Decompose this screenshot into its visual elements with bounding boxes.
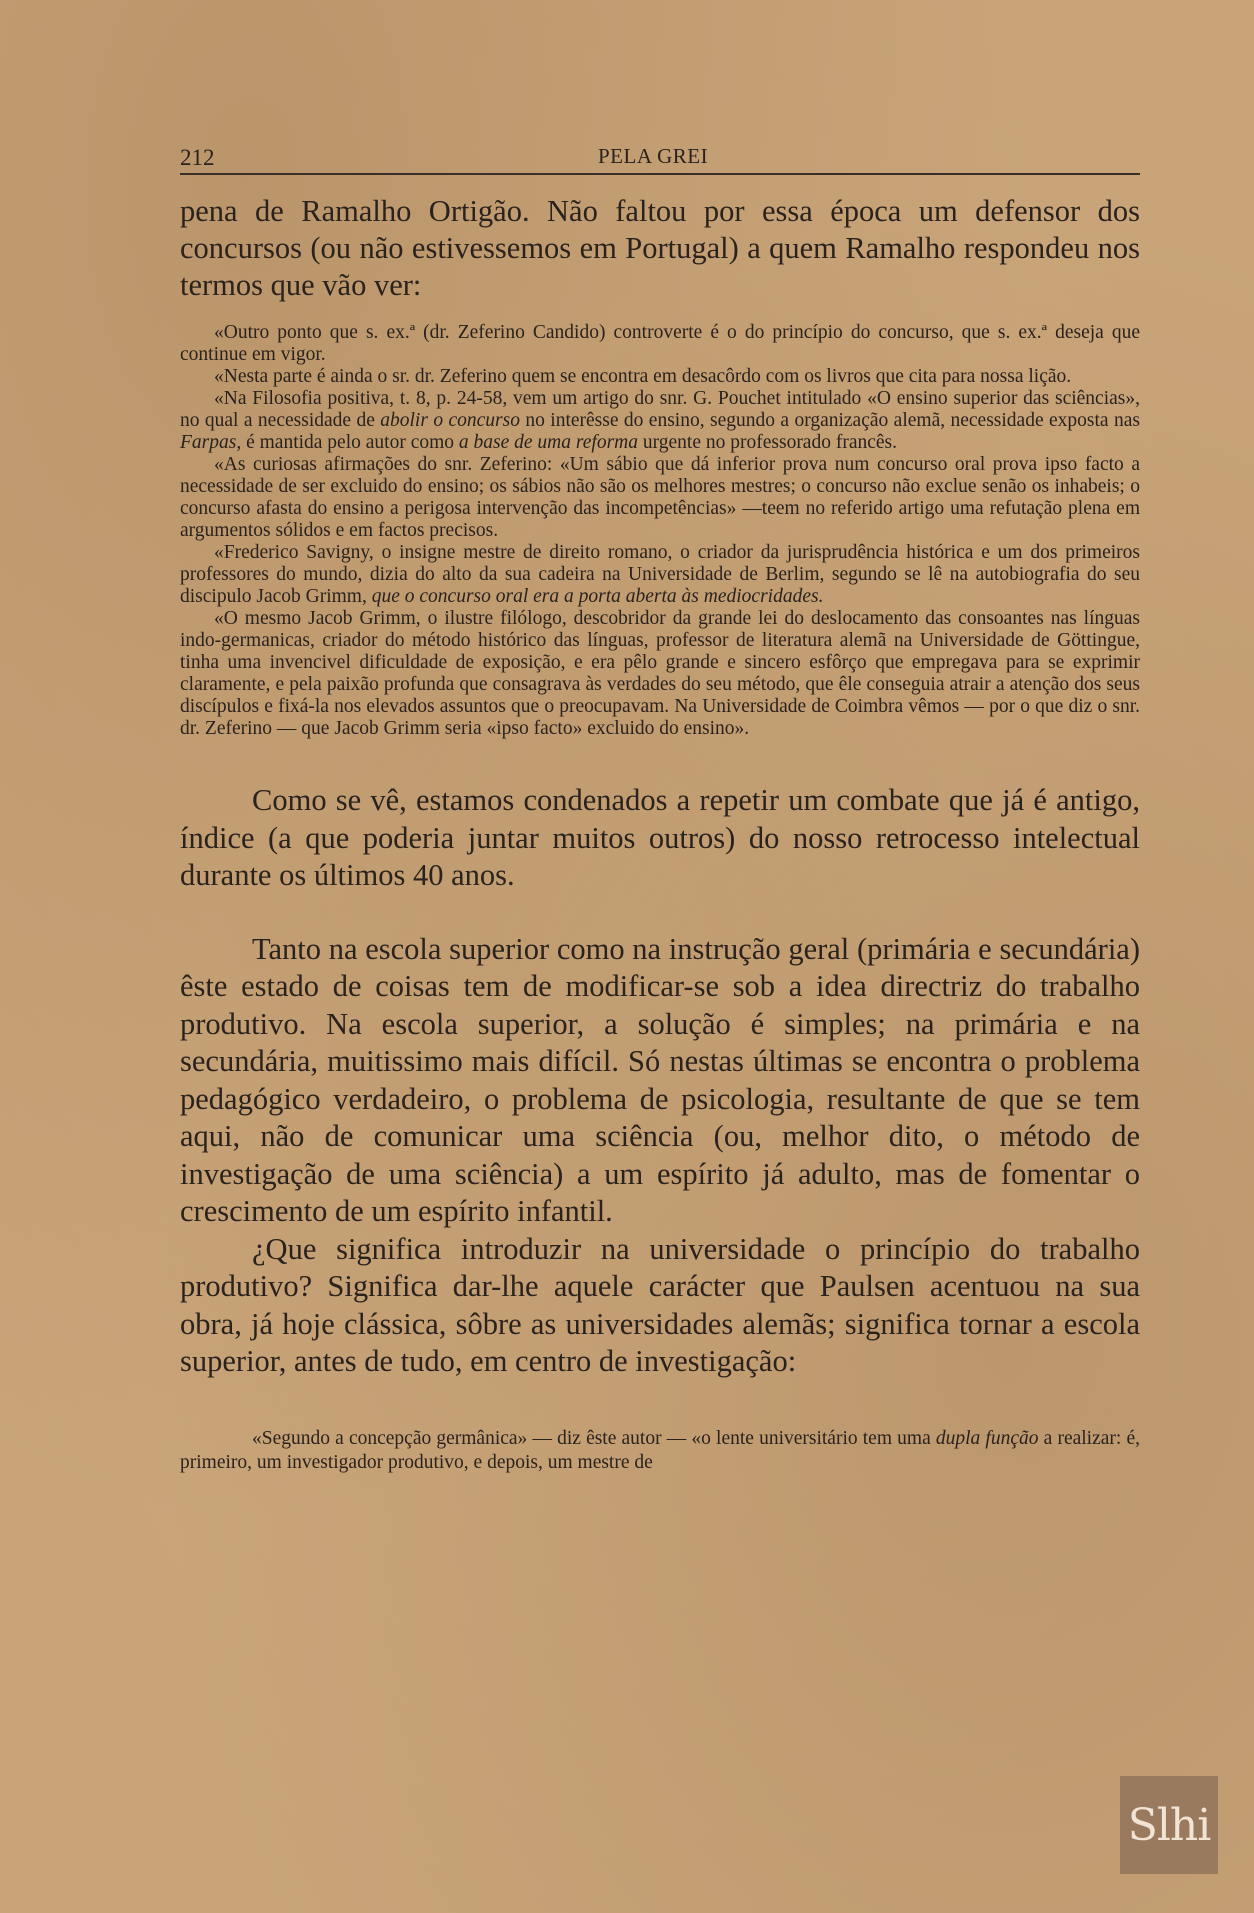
quote-paragraph: «Frederico Savigny, o insigne mestre de direito romano, o criador da jurisprudência histórica e um dos primeiros professores do mundo, dizia do alto da sua cadeira na Universidade de Berlim, segundo se lê na autobiografia do seu discipulo Jacob Grimm, que o concurso oral era a porta aberta às mediocridades. (180, 542, 1140, 607)
page-number: 212 (180, 145, 215, 170)
block-quote (180, 322, 1140, 740)
running-title: PELA GREI (598, 144, 709, 168)
page-header (180, 135, 1140, 175)
body-paragraph: Tanto na escola superior como na instrução geral (primária e secundária) êste estado de coisas tem de modificar-se sob a idea directriz do trabalho produtivo. Na escola superior, a solução é simples; na primária e na secundária, muitissimo mais difícil. Só nestas últimas se encontra o problema pedagógico verdadeiro, o problema de psicologia, resultante de que se tem aqui, não de comunicar uma sciência (ou, melhor dito, o método de investigação de uma sciência) a um espírito já adulto, mas de fomentar o crescimento de um espírito infantil. (180, 931, 1140, 1228)
footnote-quote: «Segundo a concepção germânica» — diz êste autor — «o lente universitário tem uma dupla função a realizar: é, primeiro, um investigador produtivo, e depois, um mestre de (180, 1427, 1140, 1473)
body-text (180, 782, 1140, 1381)
quote-paragraph: «Na Filosofia positiva, t. 8, p. 24-58, vem um artigo do snr. G. Pouchet intitulado «O ensino superior das sciências», no qual a necessidade de abolir o concurso no interêsse do ensino, segundo a organização alemã, necessidade exposta nas Farpas, é mantida pelo autor como a base de uma reforma urgente no professorado francês. (180, 388, 1140, 453)
quote-paragraph: «As curiosas afirmações do snr. Zeferino: «Um sábio que dá inferior prova num concurso oral prova ipso facto a necessidade de ser excluido do ensino; os sábios não são os melhores mestres; o concurso não exclue senão os inhabeis; o concurso afasta do ensino a perigosa intervenção das incompetências» —teem no referido artigo uma refutação plena em argumentos sólidos e em factos precisos. (180, 454, 1140, 541)
body-paragraph: Como se vê, estamos condenados a repetir um combate que já é antigo, índice (a que poderia juntar muitos outros) do nosso retrocesso intelectual durante os últimos 40 anos. (180, 783, 1140, 892)
body-paragraph: ¿Que significa introduzir na universidade o princípio do trabalho produtivo? Significa dar-lhe aquele carácter que Paulsen acentuou na sua obra, já hoje clássica, sôbre as universidades alemãs; significa tornar a escola superior, antes de tudo, em centro de investigação: (180, 1231, 1140, 1378)
page (180, 135, 1140, 1475)
quote-paragraph: «Nesta parte é ainda o sr. dr. Zeferino quem se encontra em desacôrdo com os livros que cita para nossa lição. (214, 366, 1072, 387)
intro-paragraph: pena de Ramalho Ortigão. Não faltou por essa época um defensor dos concursos (ou não estivessemos em Portugal) a quem Ramalho respondeu nos termos que vão ver: (180, 194, 1140, 302)
library-logo: Slhi (1120, 1776, 1218, 1874)
quote-paragraph: «Outro ponto que s. ex.ª (dr. Zeferino Candido) controverte é o do princípio do concurso, que s. ex.ª deseja que continue em vigor. (180, 322, 1140, 365)
quote-paragraph: «O mesmo Jacob Grimm, o ilustre filólogo, descobridor da grande lei do deslocamento das consoantes nas línguas indo-germanicas, criador do método histórico das línguas, professor de literatura alemã na Universidade de Göttingue, tinha uma invencivel dificuldade de exposição, e era pêlo grande e sincero esfôrço que empregava para se exprimir claramente, e pela paixão profunda que consagrava às verdades do seu método, que êle conseguia atrair a atenção dos seus discípulos e fixá-la nos elevados assuntos que o preocupavam. Na Universidade de Coimbra vêmos — por o que diz o snr. dr. Zeferino — que Jacob Grimm seria «ipso facto» excluido do ensino». (180, 608, 1140, 739)
